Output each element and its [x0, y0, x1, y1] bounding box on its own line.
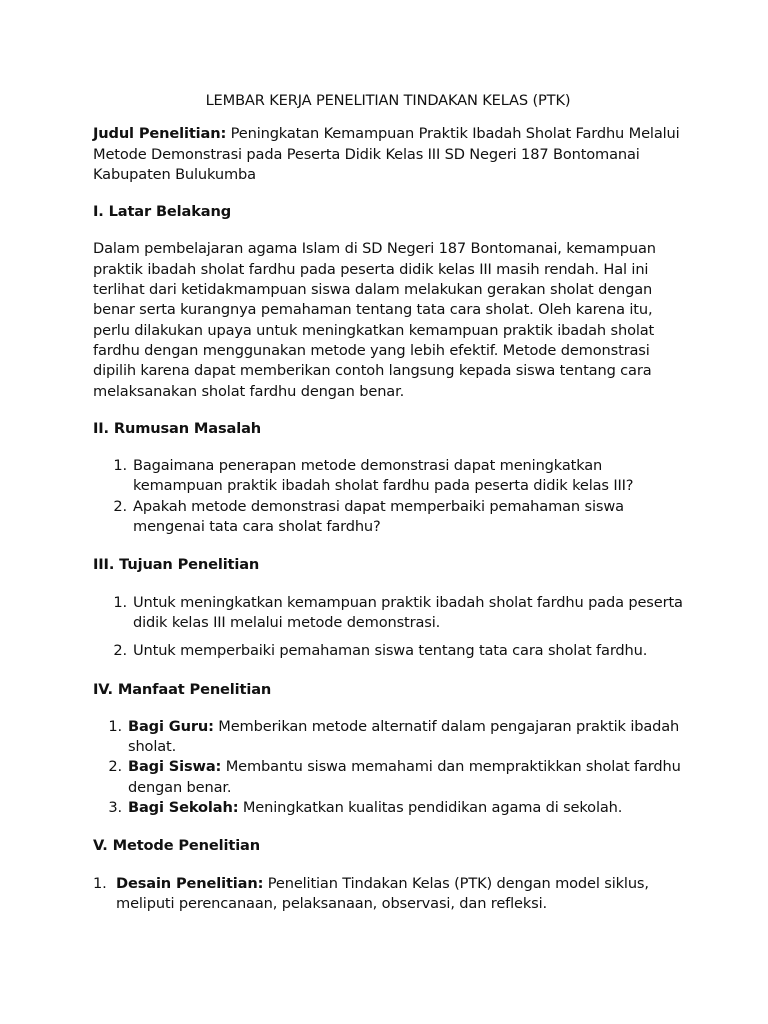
list-body: Membantu siswa memahami dan mempraktikkan sholat fardhu dengan benar. — [128, 758, 681, 796]
document-title: LEMBAR KERJA PENELITIAN TINDAKAN KELAS (PTK) — [205, 92, 571, 109]
list-item — [93, 456, 683, 497]
list-text — [128, 717, 683, 758]
list-number: 2. — [113, 642, 127, 660]
list-text — [116, 874, 683, 915]
list-item — [93, 497, 683, 538]
metode-penelitian-list — [93, 874, 683, 915]
list-body: Penelitian Tindakan Kelas (PTK) dengan model siklus, meliputi perencanaan, pelaksanaan, observasi, dan refleksi. — [116, 874, 649, 912]
document-body — [93, 91, 683, 932]
list-number: 2. — [113, 497, 127, 515]
list-body: Memberikan metode alternatif dalam pengajaran praktik ibadah sholat. — [128, 717, 680, 756]
section-heading-metode-penelitian: V. Metode Penelitian — [93, 837, 260, 855]
section-heading-rumusan-masalah: II. Rumusan Masalah — [93, 419, 262, 437]
list-text — [128, 757, 683, 798]
list-number: 1. — [108, 717, 122, 735]
tujuan-penelitian-list — [93, 593, 683, 662]
list-item — [93, 641, 683, 661]
research-title-text: Peningkatan Kemampuan Praktik Ibadah Sholat Fardhu Melalui Metode Demonstrasi pada Peserta Didik Kelas III SD Negeri 187 Bontomanai Kabupaten Bulukumba — [93, 125, 680, 183]
section-heading-latar-belakang: I. Latar Belakang — [93, 203, 232, 221]
latar-belakang-paragraph: Dalam pembelajaran agama Islam di SD Negeri 187 Bontomanai, kemampuan praktik ibadah sholat fardhu pada peserta didik kelas III masih rendah. Hal ini terlihat dari ketidakmampuan siswa dalam melakukan gerakan sholat dengan benar serta kurangnya pemahaman tentang tata cara sholat. Oleh karena itu, perlu dilakukan upaya untuk meningkatkan kemampuan praktik ibadah sholat fardhu dengan menggunakan metode yang lebih efektif. Metode demonstrasi dipilih karena dapat memberikan contoh langsung kepada siswa tentang cara melaksanakan sholat fardhu dengan benar. — [93, 240, 656, 400]
list-text: Apakah metode demonstrasi dapat memperbaiki pemahaman siswa mengenai tata cara sholat fardhu? — [133, 497, 624, 536]
list-label: Bagi Sekolah: — [128, 799, 239, 817]
research-title-label: Judul Penelitian: — [93, 125, 227, 143]
list-number: 1. — [113, 593, 127, 611]
list-text — [128, 798, 683, 818]
list-number: 2. — [108, 758, 122, 776]
list-text: Untuk meningkatkan kemampuan praktik ibadah sholat fardhu pada peserta didik kelas III melalui metode demonstrasi. — [133, 593, 683, 631]
list-item — [93, 798, 683, 818]
list-text: Untuk memperbaiki pemahaman siswa tentang tata cara sholat fardhu. — [133, 642, 648, 660]
list-body: Meningkatkan kualitas pendidikan agama di sekolah. — [238, 799, 623, 817]
research-title — [93, 124, 683, 185]
list-label: Desain Penelitian: — [116, 874, 264, 892]
list-label: Bagi Siswa: — [128, 758, 222, 776]
list-text: Bagaimana penerapan metode demonstrasi dapat meningkatkan kemampuan praktik ibadah sholat fardhu pada peserta didik kelas III? — [133, 457, 634, 495]
list-item — [93, 874, 683, 915]
list-item — [93, 593, 683, 634]
list-number: 3. — [108, 799, 122, 817]
section-heading-manfaat-penelitian: IV. Manfaat Penelitian — [93, 680, 272, 698]
manfaat-penelitian-list — [93, 717, 683, 818]
list-item — [93, 757, 683, 798]
section-heading-tujuan-penelitian: III. Tujuan Penelitian — [93, 556, 260, 574]
list-label: Bagi Guru: — [128, 717, 214, 735]
rumusan-masalah-list — [93, 456, 683, 537]
list-item — [93, 717, 683, 758]
list-number: 1. — [93, 874, 107, 892]
list-number: 1. — [113, 457, 127, 475]
